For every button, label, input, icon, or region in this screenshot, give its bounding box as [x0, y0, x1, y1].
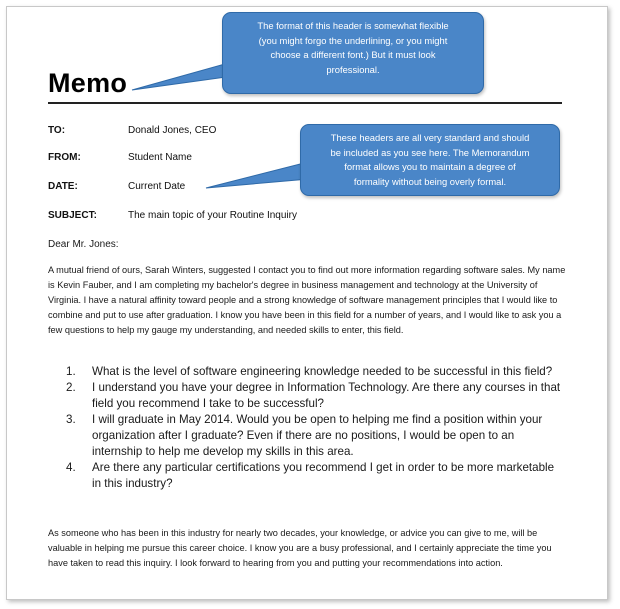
- list-item: [66, 364, 566, 380]
- questions-list: [66, 364, 566, 492]
- callout-line: be included as you see here. The Memorandum: [330, 146, 530, 158]
- list-item-number: 2.: [66, 381, 76, 394]
- subject-value: The main topic of your Routine Inquiry: [128, 210, 297, 221]
- from-value: Student Name: [128, 152, 192, 163]
- list-item-number: 3.: [66, 413, 76, 426]
- header-format-callout: [222, 12, 484, 94]
- header-fields-callout: [300, 124, 560, 196]
- date-label: DATE:: [48, 181, 78, 192]
- list-item: [66, 460, 566, 492]
- to-value: Donald Jones, CEO: [128, 125, 217, 136]
- callout-line: These headers are all very standard and should: [330, 132, 530, 143]
- salutation: Dear Mr. Jones:: [48, 239, 119, 250]
- to-label: TO:: [48, 125, 66, 136]
- closing-paragraph: As someone who has been in this industry for nearly two decades, your knowledge, or advice you can give to me, will be valuable in helping me pursue this career choice. I know you are a busy professional, and I certainly appreciate the time you have taken to read this inquiry. I look forward to hearing from you and putting your recommendations into action.: [48, 528, 552, 568]
- callout-line: professional.: [326, 63, 380, 75]
- list-item-number: 4.: [66, 461, 76, 474]
- from-label: FROM:: [48, 152, 81, 163]
- callout-line: formality without being overly formal.: [353, 175, 507, 187]
- title-divider: [48, 102, 562, 104]
- callout-line: The format of this header is somewhat flexible: [257, 20, 449, 31]
- list-item: [66, 412, 566, 460]
- intro-paragraph: A mutual friend of ours, Sarah Winters, suggested I contact you to find out more information regarding software sales. My name is Kevin Fauber, and I am completing my bachelor's degree in business management and technology at the University of Virginia. I have a natural affinity toward people and a strong knowledge of software management principles that I would like to combine and put to use after graduation. I know you have been in this field for a number of years, and I would like to ask you a few questions to help my gauge my understanding, and needed skills to enter, this field.: [48, 265, 566, 335]
- memo-title: Memo: [48, 68, 128, 98]
- callout-line: (you might forgo the underlining, or you might: [258, 34, 448, 46]
- list-item: [66, 380, 566, 412]
- callout-line: choose a different font.) But it must look: [270, 49, 436, 60]
- date-value: Current Date: [128, 181, 186, 192]
- list-item-text: Are there any particular certifications you recommend I get in order to be more marketable in this industry?: [92, 461, 555, 490]
- subject-label: SUBJECT:: [48, 210, 97, 221]
- list-item-text: What is the level of software engineering knowledge needed to be successful in this field?: [92, 365, 553, 378]
- list-item-text: I will graduate in May 2014. Would you be open to helping me find a position within your organization after I graduate? Even if there are no positions, I would be open to an internship to help me develop my skills in this area.: [92, 413, 543, 458]
- callout-line: format allows you to maintain a degree of: [344, 161, 516, 172]
- list-item-text: I understand you have your degree in Information Technology. Are there any courses in that field you recommend I take to be successful?: [92, 381, 561, 410]
- list-item-number: 1.: [66, 365, 76, 378]
